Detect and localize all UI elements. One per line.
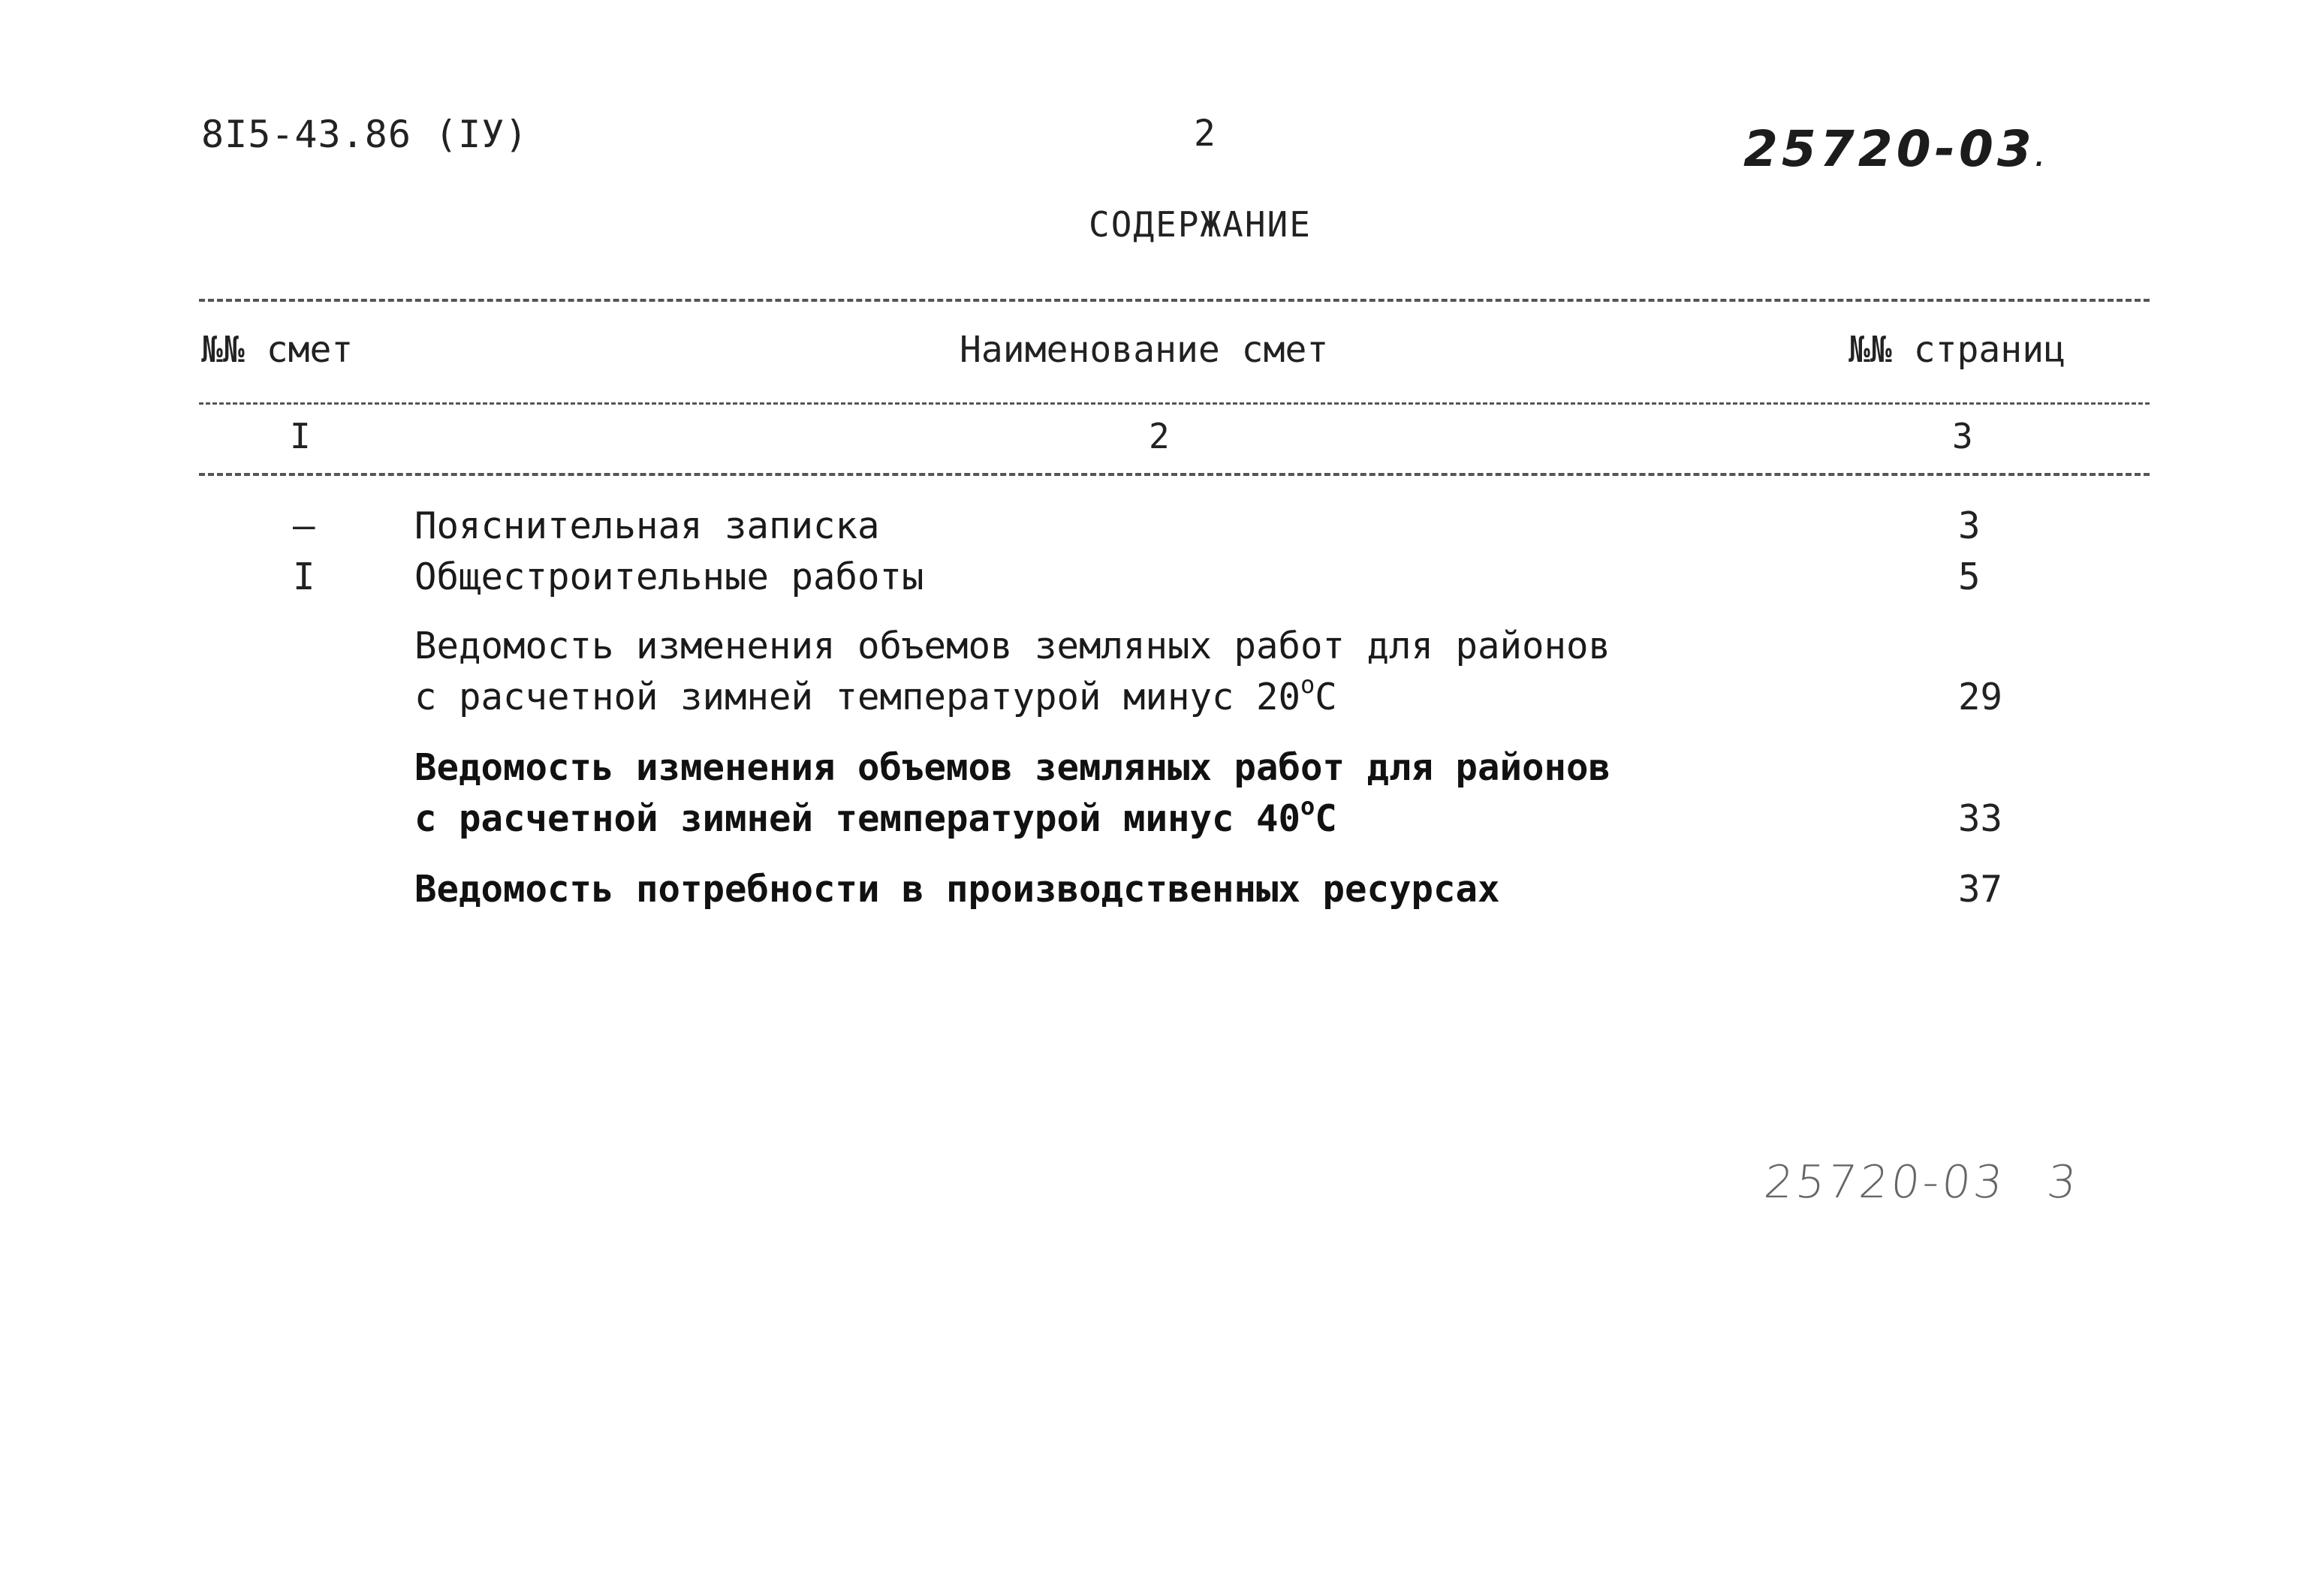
row-4-name-line-2 [414,792,1337,840]
row-2-name: Общестроительные работы [414,556,924,598]
row-5-page: 37 [1958,868,2003,911]
archive-stamp-code: 25720-03 [1761,1156,2008,1209]
column-number-3: 3 [1952,416,1973,456]
column-number-rule [199,473,2150,476]
column-number-1: I [290,416,311,456]
inventory-stamp-tick: . [2035,146,2048,172]
header-bottom-rule [199,402,2150,405]
row-4-degree-sign: о [1300,792,1315,821]
header-estimate-number: №№ смет [201,329,354,371]
page-number: 2 [1194,113,1216,155]
row-2-page: 5 [1958,556,1981,598]
inventory-stamp [1743,120,2047,178]
column-number-2: 2 [1149,416,1170,456]
page-title: СОДЕРЖАНИЕ [1089,204,1312,245]
row-3-name-line-2-text: с расчетной зимней температурой минус 20 [414,676,1301,718]
row-3-unit: С [1315,676,1337,718]
header-estimate-name: Наименование смет [960,329,1329,371]
archive-stamp-page: 3 [2044,1156,2082,1209]
row-2-number: I [293,556,315,598]
document-code: 8I5-43.86 (IУ) [201,113,529,156]
table-top-rule [199,299,2150,302]
row-1-number: – [293,504,315,547]
row-3-degree-sign: о [1300,670,1315,699]
row-1-page: 3 [1958,504,1981,547]
row-5-name: Ведомость потребности в производственных ресурсах [414,868,1500,911]
row-1-name: Пояснительная записка [414,504,880,547]
inventory-stamp-code: 25720-03 [1743,120,2035,178]
header-page-numbers: №№ страниц [1849,329,2065,371]
archive-stamp [1761,1156,2081,1209]
row-4-unit: С [1315,797,1337,840]
row-3-name-line-1: Ведомость изменения объемов земляных работ для районов [414,625,1611,667]
row-3-name-line-2 [414,670,1337,718]
row-4-name-line-2-text: с расчетной зимней температурой минус 40 [414,797,1301,840]
row-4-page: 33 [1958,797,2003,840]
row-4-name-line-1: Ведомость изменения объемов земляных работ для районов [414,746,1611,789]
row-3-page: 29 [1958,676,2003,718]
